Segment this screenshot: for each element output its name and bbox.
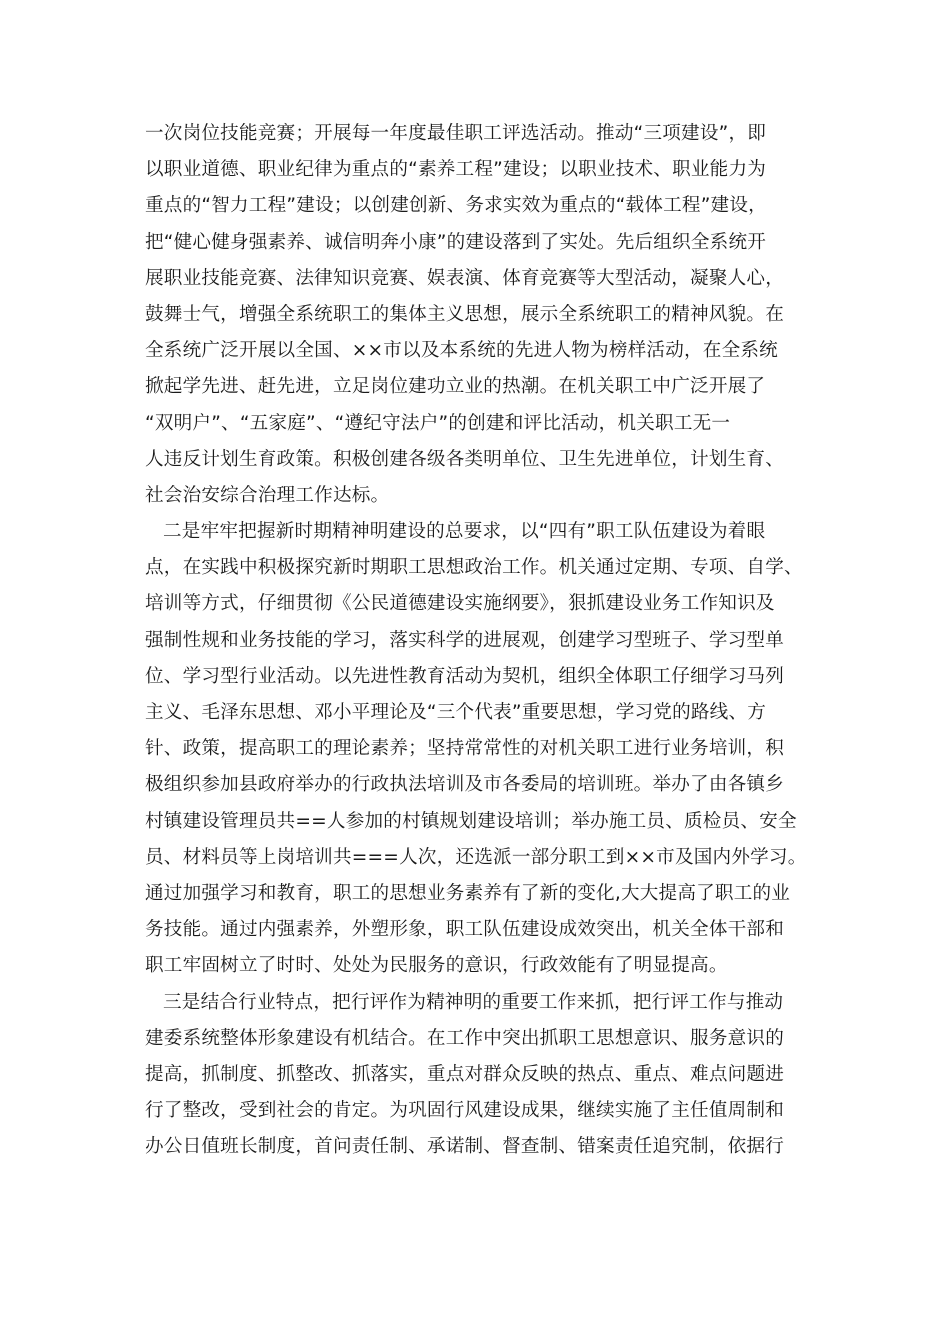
paragraph-1 (145, 116, 810, 514)
text-line: 办公日值班长制度，首问责任制、承诺制、督查制、错案责任追究制，依据行 (145, 1136, 784, 1158)
paragraph-3 (145, 985, 810, 1166)
text-line: 以职业道德、职业纪律为重点的“素养工程”建设；以职业技术、职业能力为 (145, 159, 767, 181)
text-line: 强制性规和业务技能的学习，落实科学的进展观，创建学习型班子、学习型单 (145, 629, 784, 651)
text-line: 一次岗位技能竞赛；开展每一年度最佳职工评选活动。推动“三项建设”，即 (145, 123, 767, 144)
text-line: 人违反计划生育政策。积极创建各级各类明单位、卫生先进单位，计划生育、 (145, 448, 784, 470)
text-line: 建委系统整体形象建设有机结合。在工作中突出抓职工思想意识、服务意识的 (145, 1027, 784, 1049)
text-line: 村镇建设管理员共==人参加的村镇规划建设培训；举办施工员、质检员、安全 (145, 810, 797, 832)
text-line: 重点的“智力工程”建设；以创建创新、务求实效为重点的“载体工程”建设， (145, 195, 767, 217)
text-line-indented: 三是结合行业特点，把行评作为精神明的重要工作来抓，把行评工作与推动 (163, 991, 784, 1013)
text-line: “双明户”、“五家庭”、“遵纪守法户”的创建和评比活动，机关职工无一 (145, 412, 731, 434)
text-line: 位、学习型行业活动。以先进性教育活动为契机，组织全体职工仔细学习马列 (145, 665, 784, 687)
text-line-indented: 二是牢牢把握新时期精神明建设的总要求，以“四有”职工队伍建设为着眼 (163, 521, 766, 543)
text-line: 通过加强学习和教育，职工的思想业务素养有了新的变化,大大提高了职工的业 (145, 882, 791, 904)
text-line: 提高，抓制度、抓整改、抓落实，重点对群众反映的热点、重点、难点问题进 (145, 1063, 784, 1085)
text-line: 把“健心健身强素养、诚信明奔小康”的建设落到了实处。先后组织全系统开 (145, 231, 767, 253)
text-line: 社会治安综合治理工作达标。 (145, 484, 390, 506)
text-line: 全系统广泛开展以全国、××市以及本系统的先进人物为榜样活动，在全系统 (145, 340, 778, 362)
text-line: 点，在实践中积极探究新时期职工思想政治工作。机关通过定期、专项、自学、 (145, 557, 803, 579)
document-body (145, 116, 810, 1165)
text-line: 培训等方式，仔细贯彻《公民道德建设实施纲要》，狠抓建设业务工作知识及 (145, 593, 775, 615)
paragraph-2 (145, 514, 810, 984)
text-line: 极组织参加县政府举办的行政执法培训及市各委局的培训班。举办了由各镇乡 (145, 774, 784, 796)
text-line: 职工牢固树立了时时、处处为民服务的意识，行政效能有了明显提高。 (145, 955, 728, 977)
text-line: 针、政策，提高职工的理论素养；坚持常常性的对机关职工进行业务培训，积 (145, 738, 784, 760)
text-line: 主义、毛泽东思想、邓小平理论及“三个代表”重要思想，学习党的路线、方 (145, 702, 767, 723)
text-line: 鼓舞士气，增强全系统职工的集体主义思想，展示全系统职工的精神风貌。在 (145, 303, 784, 325)
text-line: 掀起学先进、赶先进，立足岗位建功立业的热潮。在机关职工中广泛开展了 (145, 376, 766, 398)
text-line: 务技能。通过内强素养，外塑形象，职工队伍建设成效突出，机关全体干部和 (145, 919, 784, 941)
text-line: 展职业技能竞赛、法律知识竞赛、娱表演、体育竞赛等大型活动，凝聚人心， (145, 267, 784, 289)
text-line: 员、材料员等上岗培训共===人次，还选派一部分职工到××市及国内外学习。 (145, 846, 807, 868)
text-line: 行了整改，受到社会的肯定。为巩固行风建设成果，继续实施了主任值周制和 (145, 1100, 784, 1122)
